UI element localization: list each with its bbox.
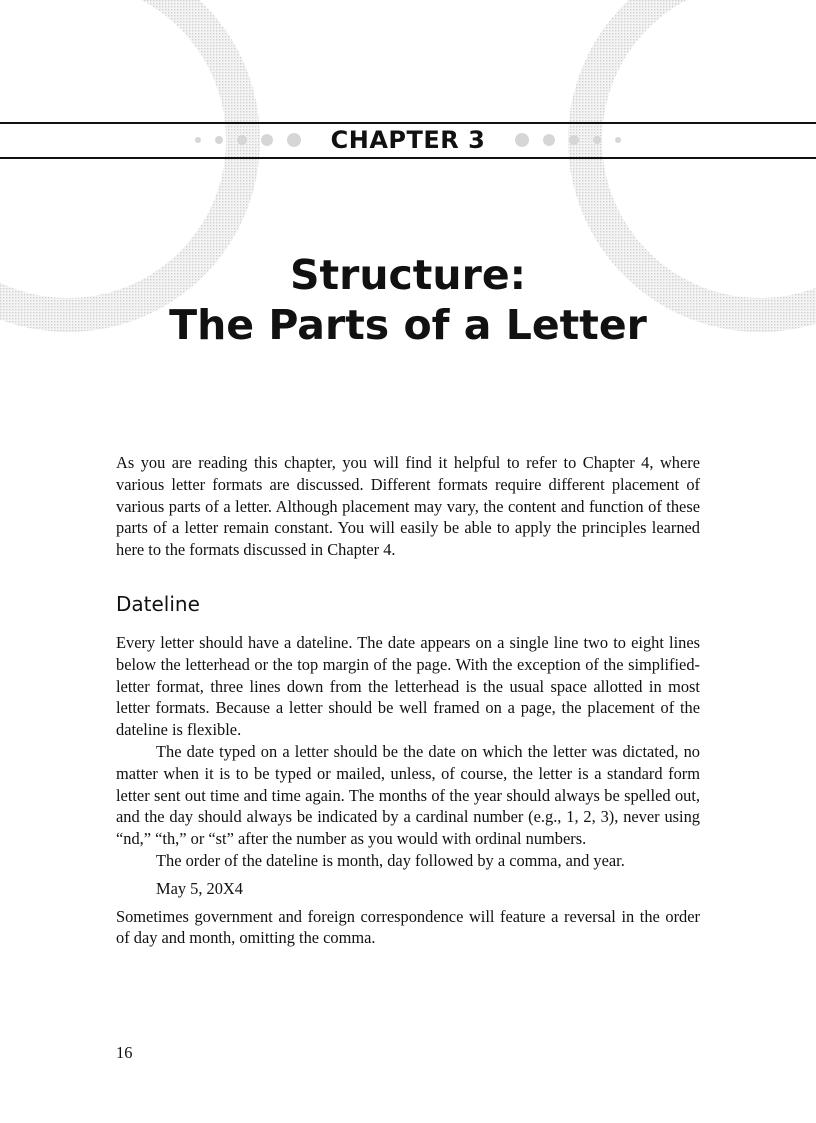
header-rule-bottom (0, 157, 816, 159)
dot (261, 134, 273, 146)
dot (287, 133, 301, 147)
dot (237, 135, 247, 145)
dot (195, 137, 201, 143)
chapter-title-line-2: The Parts of a Letter (169, 301, 647, 349)
dot (215, 136, 223, 144)
dot (615, 137, 621, 143)
dot (543, 134, 555, 146)
dots-right-decoration (501, 133, 621, 147)
paragraph: The date typed on a letter should be the date on which the letter was dictated, no matter when it is to be typed or mailed, unless, of course, the letter is a standard form letter sent out time and time again. The months of the year should always be spelled out, and the day should always be indicated by a cardinal number (e.g., 1, 2, 3), never using “nd,” “th,” or “st” after the number as you would with ordinal numbers. (116, 741, 700, 849)
intro-paragraph: As you are reading this chapter, you will find it helpful to refer to Chapter 4, where various letter formats are discussed. Different formats require different placement of various parts of a letter. Although placement may vary, the content and function of these parts of a letter remain constant. You will easily be able to apply the principles learned here to the formats discussed in Chapter 4. (116, 453, 700, 560)
body-text (116, 452, 700, 949)
paragraph: Every letter should have a dateline. The date appears on a single line two to eight lines below the letterhead or the top margin of the page. With the exception of the simplified-letter format, three lines down from the letterhead is the usual space allotted in most letter formats. Because a letter should be well framed on a page, the placement of the dateline is flexible. (116, 632, 700, 740)
chapter-title (0, 250, 816, 350)
dots-left-decoration (195, 133, 315, 147)
chapter-title-line-1: Structure: (289, 251, 527, 299)
example-date: May 5, 20X4 (156, 878, 243, 898)
dot (593, 136, 601, 144)
dot (569, 135, 579, 145)
page-number: 16 (116, 1043, 133, 1062)
chapter-header (0, 123, 816, 157)
chapter-label: CHAPTER 3 (330, 126, 486, 154)
paragraph: The order of the dateline is month, day followed by a comma, and year. (156, 850, 625, 870)
closing-paragraph: Sometimes government and foreign correspondence will feature a reversal in the order of day and month, omitting the comma. (116, 906, 700, 948)
section-heading: Dateline (116, 591, 200, 616)
dot (515, 133, 529, 147)
